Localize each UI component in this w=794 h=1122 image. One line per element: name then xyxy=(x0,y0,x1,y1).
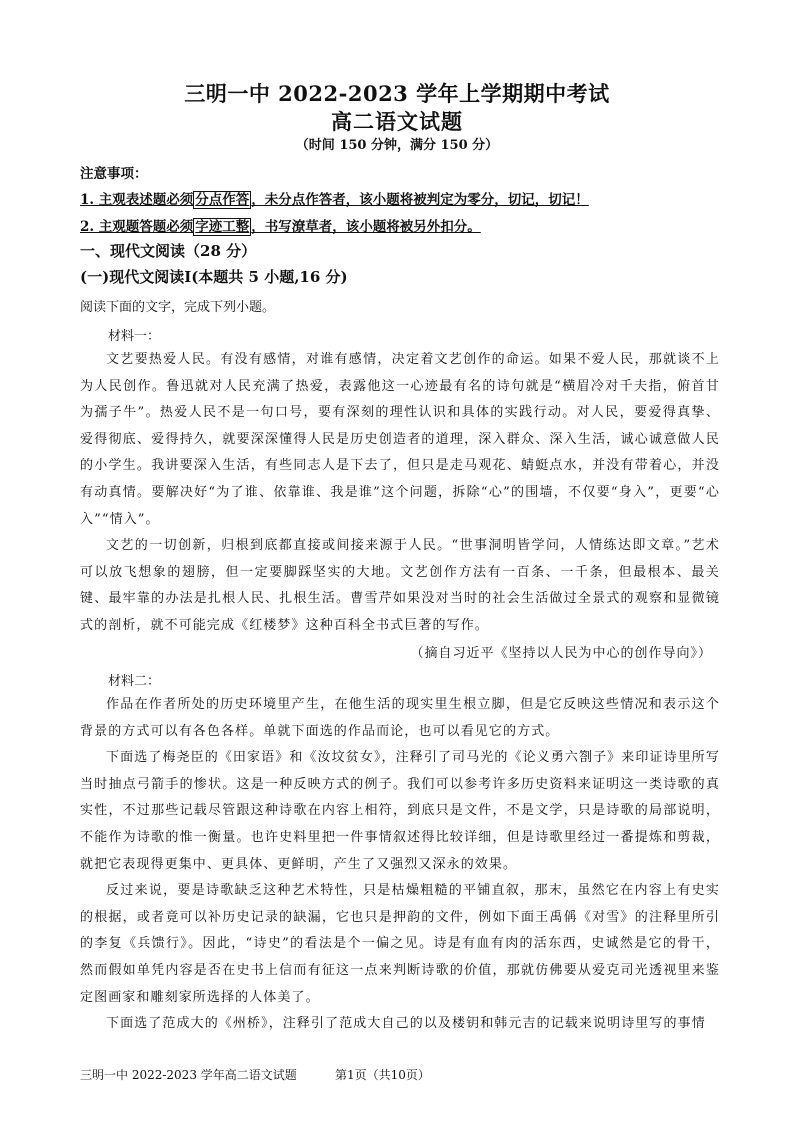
notice-heading: 注意事项： xyxy=(80,166,148,182)
material-1-body xyxy=(80,347,720,640)
footer-exam-name: 三明一中 2022-2023 学年高二语文试题 xyxy=(80,1068,297,1082)
material-2-paragraph: 作品在作者所处的历史环境里产生，在他生活的现实里生根立脚，但是它反映这些情况和表示这个背景的方式可以有各色各样。单就下面选的作品而论，也可以看见它的方式。 xyxy=(80,697,720,739)
notice-item-2-boxed: 字迹工整 xyxy=(195,219,250,235)
exam-time-score: （时间 150 分钟，满分 150 分） xyxy=(295,138,499,153)
subsection-heading: (一)现代文阅读Ⅰ(本题共 5 小题,16 分) xyxy=(80,268,348,286)
material-2-body xyxy=(80,692,720,1038)
material-2-paragraph: 下面选了梅尧臣的《田家语》和《汝坟贫女》，注释引了司马光的《论义勇六劄子》来印证诗里所写当时抽点弓箭手的惨状。这是一种反映方式的例子。我们可以参考许多历史资料来证明这一类诗歌的真实性，不过那些记载尽管跟这种诗歌在内容上相符，到底只是文件，不是文学，只是诗歌的局部说明，不能作为诗歌的惟一衡量。也许史料里把一件事情叙述得比较详细，但是诗歌里经过一番提炼和剪裁，就把它表现得更集中、更具体、更鲜明，产生了又强烈又深永的效果。 xyxy=(80,750,720,872)
material-2-paragraph: 下面选了范成大的《州桥》，注释引了范成大自己的以及楼钥和韩元吉的记载来说明诗里写的事情 xyxy=(106,1016,706,1032)
page-number: 第1页（共10页） xyxy=(335,1068,430,1082)
exam-title: 三明一中 2022-2023 学年上学期期中考试 xyxy=(184,81,610,106)
notice-item-2 xyxy=(80,215,481,235)
notice-item-1-boxed: 分点作答 xyxy=(195,192,250,208)
notice-item-1 xyxy=(80,188,589,208)
notice-item-1-pre: 1. 主观表述题必须 xyxy=(80,192,194,208)
reading-instruction: 阅读下面的文字，完成下列小题。 xyxy=(80,300,276,315)
material-2-paragraph: 反过来说，要是诗歌缺乏这种艺术特性，只是枯燥粗糙的平铺直叙，那末，虽然它在内容上有史实的根据，或者竟可以补历史记录的缺漏，它也只是押韵的文件，例如下面王禹偁《对雪》的注释里所引的李复《兵馈行》。因此，“诗史”的看法是个一偏之见。诗是有血有肉的活东西，史诚然是它的骨干，然而假如单凭内容是否在史书上信而有征这一点来判断诗歌的价值，那就仿佛要从爱克司光透视里来鉴定图画家和雕刻家所选择的人体美了。 xyxy=(80,883,720,1005)
material-1-paragraph: 文艺的一切创新，归根到底都直接或间接来源于人民。“世事洞明皆学问，人情练达即文章。”艺术可以放飞想象的翅膀，但一定要脚踩坚实的大地。文艺创作方法有一百条、一千条，但最根本、最关键、最牢靠的办法是扎根人民、扎根生活。曹雪芹如果没对当时的社会生活做过全景式的观察和显微镜式的剖析，就不可能完成《红楼梦》这种百科全书式巨著的写作。 xyxy=(80,538,720,633)
material-1-paragraph: 文艺要热爱人民。有没有感情，对谁有感情，决定着文艺创作的命运。如果不爱人民，那就谈不上为人民创作。鲁迅就对人民充满了热爱，表露他这一心迹最有名的诗句就是“横眉冷对千夫指，俯首甘为孺子牛”。热爱人民不是一句口号，要有深刻的理性认识和具体的实践行动。对人民，要爱得真挚、爱得彻底、爱得持久，就要深深懂得人民是历史创造者的道理，深入群众、深入生活，诚心诚意做人民的小学生。我讲要深入生活，有些同志人是下去了，但只是走马观花、蜻蜓点水，并没有带着心，并没有动真情。要解决好“为了谁、依靠谁、我是谁”这个问题，拆除“心”的围墙，不仅要“身入”，更要“心入”“情入”。 xyxy=(80,352,720,527)
material-1-citation: （摘自习近平《坚持以人民为中心的创作导向》） xyxy=(410,646,712,661)
material-2-label: 材料二： xyxy=(108,674,161,689)
notice-item-2-pre: 2. 主观题答题必须 xyxy=(80,219,194,235)
notice-item-2-post: ，书写潦草者，该小题将被另外扣分。 xyxy=(251,219,481,235)
section-heading: 一、现代文阅读（28 分） xyxy=(80,242,257,260)
material-1-label: 材料一： xyxy=(108,329,161,344)
notice-item-1-post: ，未分点作答者，该小题将被判定为零分，切记，切记！ xyxy=(251,192,589,208)
exam-subject-title: 高二语文试题 xyxy=(331,109,463,134)
